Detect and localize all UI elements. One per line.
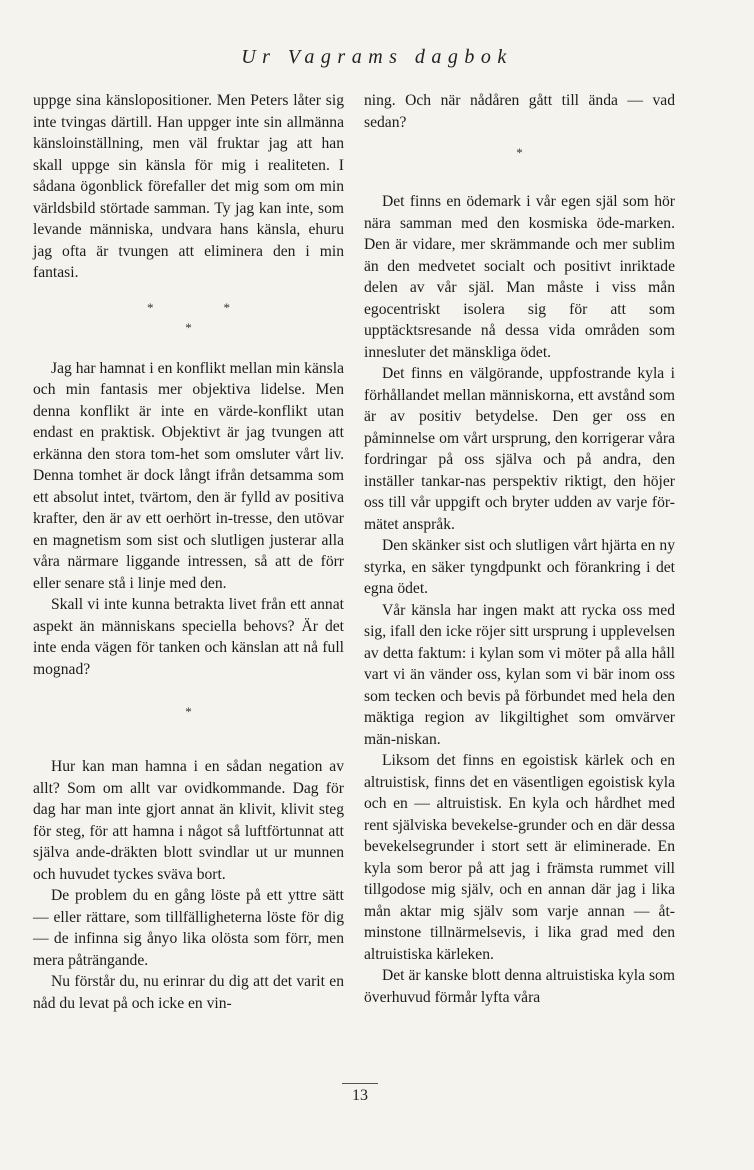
separator-star: *: [147, 299, 154, 315]
separator-star: *: [185, 704, 192, 719]
paragraph: ning. Och när nådåren gått till ända — vad sedan?: [364, 92, 675, 131]
separator-star: *: [516, 145, 523, 160]
paragraph: Jag har hamnat i en konflikt mellan min känsla och min fantasis mer objektiva lidelse. Men denna konflikt är inte en värde-konflikt utan endast en praktisk. Objektivt är jag tvungen att erkänna den stora tom-het som omsluter vårt liv. Denna tomhet är dock långt ifrån detsamma som ett absolut intet, tvärtom, den är fylld av positiva krafter, den är av ett oerhört in-tresse, den utövar en magnetism som sist och slutligen justerar alla våra närmare liggande intressen, så att de förr eller senare stå i linje med den.: [33, 359, 344, 592]
paragraph: Vår känsla har ingen makt att rycka oss med sig, ifall den icke röjer sitt ursprung i upplevelsen av detta faktum: i kylan som vi möter på alla håll vart vi än vänder oss, kylan som vi bär inom oss som tecken och bevis på förbundet med hela den mäktiga region av likgiltighet som omvärver män-niskan.: [364, 601, 675, 748]
left-column: [33, 90, 344, 1014]
section-separator: [364, 143, 675, 163]
paragraph: Hur kan man hamna i en sådan negation av allt? Som om allt var ovidkommande. Dag för dag har man inte gjort annat än klivit, klivit steg för steg, för att hamna i något så luftförtunnat att själva ande-dräkten blott svindlar ut ur munnen och huvudet tyckes sväva bort.: [33, 758, 344, 883]
paragraph: Det finns en ödemark i vår egen själ som hör nära samman med den kosmiska öde-marken. Den är vidare, mer skrämmande och mer sublim än den medvetet socialt och positivt inriktade delen av vår själ. Man måste i viss mån egocentriskt isolera sig för att som upptäcktsresande nå dessa vida områden som innesluter det mänskliga ödet.: [364, 193, 675, 361]
paragraph: Nu förstår du, nu erinrar du dig att det varit en nåd du levat på och icke en vin-: [33, 973, 344, 1012]
section-separator: [33, 298, 344, 338]
paragraph: uppge sina känslopositioner. Men Peters låter sig inte tvingas därtill. Han uppger inte sin allmänna känsloinställning, men väl fruktar jag att han skall uppge sin känsla för mig i realiteten. I sådana ögonblick förefaller det mig som om min världsbild störtade samman. Ty jag kan inte, som levande människa, undvara hans känsla, ehuru jag ofta är tvungen att eliminera den i min fantasi.: [33, 92, 344, 281]
right-column: [364, 90, 675, 1008]
paragraph: Det är kanske blott denna altruistiska kyla som överhuvud förmår lyfta våra: [364, 967, 675, 1006]
paragraph: Skall vi inte kunna betrakta livet från ett annat aspekt än människans speciella behovs? Är det inte enda vägen för tanken och känslan att nå full mognad?: [33, 596, 344, 678]
running-head: Ur Vagrams dagbok: [241, 46, 513, 68]
paragraph: Den skänker sist och slutligen vårt hjärta en ny styrka, en säker tyngdpunkt och förankring i det egna ödet.: [364, 537, 675, 597]
separator-star: *: [185, 319, 192, 335]
paragraph: De problem du en gång löste på ett yttre sätt — eller rättare, som tillfälligheterna löste för dig — de infinna sig ånyo lika olösta som förr, men mera påträngande.: [33, 887, 344, 969]
paragraph: Det finns en välgörande, uppfostrande kyla i förhållandet mellan människorna, ett avstånd som är av positiv betydelse. Den ger oss en påminnelse om vårt ursprung, den korrigerar våra fordringar på oss själva och på andra, den inställer tankar-nas perspektiv riktigt, den höjer oss till vår uppgift och bryter udden av varje för-mätet anspråk.: [364, 365, 675, 533]
folio-rule: [342, 1083, 378, 1084]
page-number: 13: [352, 1087, 368, 1104]
paragraph: Liksom det finns en egoistisk kärlek och en altruistisk, finns det en väsentligen egoistisk kyla och en — altruistisk. En kyla och hårdhet med rent själviska bevekelse-grunder och en där dessa bevekelsegrunder i stort sett är eliminerade. En kyla som beror på att jag i främsta rummet vill tillgodose mig själv, och en annan där jag i lika mån aktar mig själv som varje annan — åt-minstone tillnärmelsevis, i lika grad med den altruistiska kärleken.: [364, 752, 675, 963]
separator-star: *: [223, 299, 230, 315]
section-separator: [33, 702, 344, 722]
